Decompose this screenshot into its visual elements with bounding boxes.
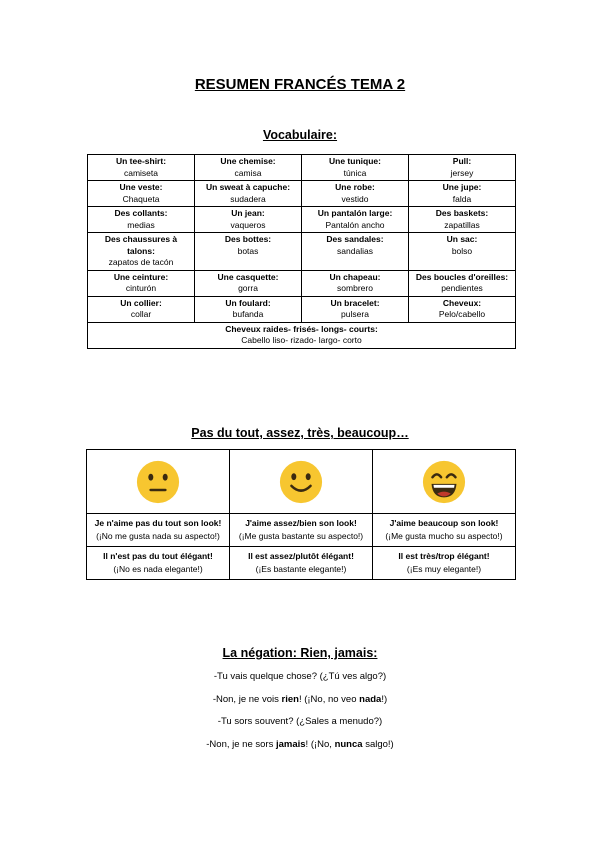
negation-word-jamais: jamais xyxy=(275,739,306,750)
like-row xyxy=(87,514,516,547)
elegant-cell-1 xyxy=(87,547,230,580)
vocabulary-cell xyxy=(195,233,302,271)
vocabulary-french: Des sandales: xyxy=(326,234,384,244)
vocabulary-french: Des baskets: xyxy=(435,208,489,218)
negation-line-3: -Tu sors souvent? (¿Sales a menudo?) xyxy=(217,716,383,727)
vocabulary-spanish: sudadera xyxy=(230,193,266,204)
vocabulary-row xyxy=(88,155,516,181)
vocabulary-cell xyxy=(195,181,302,207)
negation-word-nunca: nunca xyxy=(334,739,363,750)
neutral-face-icon xyxy=(135,459,181,505)
vocabulary-french: Des chaussures à talons: xyxy=(104,234,178,256)
vocabulary-spanish: botas xyxy=(237,245,259,256)
vocabulary-french: Un foulard: xyxy=(225,297,271,308)
grinning-face-icon xyxy=(421,459,467,505)
vocabulary-cell xyxy=(409,296,516,322)
like-spanish-2: (¡Me gusta bastante su aspecto!) xyxy=(238,531,364,541)
vocabulary-cell xyxy=(195,296,302,322)
page-title: RESUMEN FRANCÉS TEMA 2 xyxy=(194,76,406,93)
vocabulary-french: Des boucles d'oreilles: xyxy=(415,271,509,282)
negation-word-rien: rien xyxy=(281,694,299,705)
elegant-french-3: Il est très/trop élégant! xyxy=(398,551,490,561)
vocabulary-spanish: zapatillas xyxy=(444,219,480,230)
like-french-2: J'aime assez/bien son look! xyxy=(245,518,357,528)
vocabulary-french: Une jupe: xyxy=(442,182,482,192)
negation-line-2 xyxy=(0,694,600,705)
vocabulary-cell xyxy=(88,181,195,207)
vocabulary-cell xyxy=(409,233,516,271)
vocabulary-spanish: zapatos de tacón xyxy=(108,257,174,267)
like-french-1: Je n'aime pas du tout son look! xyxy=(94,518,222,528)
vocabulary-cell xyxy=(195,155,302,181)
like-french-3: J'aime beaucoup son look! xyxy=(389,518,499,528)
like-spanish-3: (¡Me gusta mucho su aspecto!) xyxy=(385,531,503,541)
vocabulary-spanish: túnica xyxy=(343,167,367,178)
vocabulary-row xyxy=(88,270,516,296)
vocabulary-row xyxy=(88,296,516,322)
vocabulary-row xyxy=(88,207,516,233)
vocabulary-cell xyxy=(302,181,409,207)
vocabulary-cell xyxy=(88,207,195,233)
vocabulary-cell xyxy=(88,270,195,296)
vocabulary-french: Un pantalón large: xyxy=(317,208,393,218)
vocabulary-spanish: vestido xyxy=(341,193,369,204)
vocabulary-footer-row xyxy=(88,322,516,348)
vocabulary-spanish: bolso xyxy=(451,245,473,256)
vocabulary-spanish: pendientes xyxy=(441,283,483,293)
vocabulary-cell xyxy=(302,207,409,233)
elegant-spanish-2: (¡Es bastante elegante!) xyxy=(255,564,347,574)
hair-spanish: Cabello liso- rizado- largo- corto xyxy=(241,335,362,345)
vocabulary-cell xyxy=(195,207,302,233)
vocabulary-french: Une robe: xyxy=(335,182,375,192)
face-cell-neutral xyxy=(87,450,230,514)
vocabulary-spanish: pulsera xyxy=(341,309,369,319)
vocabulary-french: Cheveux: xyxy=(442,297,482,308)
slight-smile-face-icon xyxy=(278,459,324,505)
elegant-spanish-3: (¡Es muy elegante!) xyxy=(406,564,482,574)
like-cell-1 xyxy=(87,514,230,547)
negation-line-4 xyxy=(0,739,600,750)
vocabulary-spanish: falda xyxy=(452,193,472,204)
vocabulary-french: Une ceinture: xyxy=(113,271,169,282)
vocabulary-cell xyxy=(409,207,516,233)
intensity-table xyxy=(86,449,516,580)
like-cell-2 xyxy=(230,514,373,547)
face-cell-smile xyxy=(230,450,373,514)
vocabulary-cell xyxy=(88,155,195,181)
vocabulary-spanish: camisa xyxy=(234,167,262,178)
vocabulary-spanish: Pelo/cabello xyxy=(438,309,486,319)
vocabulary-cell xyxy=(88,296,195,322)
elegant-row xyxy=(87,547,516,580)
vocabulary-cell xyxy=(302,270,409,296)
negation-heading: La négation: Rien, jamais: xyxy=(222,646,378,660)
vocabulary-spanish: medias xyxy=(127,219,155,230)
elegant-cell-3 xyxy=(373,547,516,580)
hair-french: Cheveux raides- frisés- longs- courts: xyxy=(225,323,378,334)
elegant-spanish-1: (¡No es nada elegante!) xyxy=(113,564,203,574)
vocabulary-spanish: sandalias xyxy=(337,245,373,256)
vocabulary-french: Un jean: xyxy=(231,208,265,218)
vocabulary-cell xyxy=(409,270,516,296)
vocabulary-french: Une casquette: xyxy=(217,271,279,282)
vocabulary-french: Une veste: xyxy=(119,182,163,192)
vocabulary-table xyxy=(87,154,516,349)
vocabulary-cell xyxy=(195,270,302,296)
vocabulary-french: Un tee-shirt: xyxy=(115,156,167,166)
vocabulary-french: Un chapeau: xyxy=(329,271,381,282)
vocabulary-french: Une chemise: xyxy=(220,156,276,166)
negation-line-2-part-e: !) xyxy=(381,694,388,705)
vocabulary-spanish: bufanda xyxy=(232,309,264,319)
vocabulary-cell xyxy=(302,233,409,271)
elegant-cell-2 xyxy=(230,547,373,580)
vocabulary-cell xyxy=(409,181,516,207)
negation-line-2-part-c: ! (¡No, no veo xyxy=(298,694,360,705)
vocabulary-spanish: Chaqueta xyxy=(122,193,160,204)
face-cell-grin xyxy=(373,450,516,514)
vocabulary-french: Un sweat à capuche: xyxy=(205,182,291,192)
vocabulary-spanish: jersey xyxy=(450,167,474,178)
vocabulary-spanish: vaqueros xyxy=(230,219,266,230)
vocabulary-spanish: collar xyxy=(130,309,152,319)
vocabulary-row xyxy=(88,233,516,271)
vocabulary-spanish: gorra xyxy=(238,283,258,293)
vocabulary-row xyxy=(88,181,516,207)
intensity-heading: Pas du tout, assez, très, beaucoup… xyxy=(191,426,409,440)
vocabulary-cell xyxy=(302,155,409,181)
negation-word-nada: nada xyxy=(359,694,382,705)
negation-line-4-part-a: -Non, je ne sors xyxy=(206,739,276,750)
vocabulary-french: Un bracelet: xyxy=(330,297,380,308)
vocabulary-spanish: camiseta xyxy=(123,167,158,178)
vocabulary-spanish: sombrero xyxy=(337,283,373,293)
vocabulary-spanish: Pantalón ancho xyxy=(325,219,385,230)
faces-row xyxy=(87,450,516,514)
negation-line-1: -Tu vais quelque chose? (¿Tú ves algo?) xyxy=(213,671,387,682)
elegant-french-2: Il est assez/plutôt élégant! xyxy=(248,551,354,561)
negation-line-4-part-c: ! (¡No, xyxy=(305,739,335,750)
vocabulary-heading: Vocabulaire: xyxy=(262,128,338,142)
vocabulary-spanish: cinturón xyxy=(125,283,157,293)
vocabulary-french: Des collants: xyxy=(114,208,168,218)
vocabulary-french: Un sac: xyxy=(446,234,478,244)
vocabulary-french: Un collier: xyxy=(120,297,162,308)
like-cell-3 xyxy=(373,514,516,547)
negation-line-4-part-e: salgo!) xyxy=(362,739,394,750)
vocabulary-french: Une tunique: xyxy=(329,156,381,166)
negation-line-2-part-a: -Non, je ne vois xyxy=(212,694,282,705)
elegant-french-1: Il n'est pas du tout élégant! xyxy=(103,551,213,561)
like-spanish-1: (¡No me gusta nada su aspecto!) xyxy=(96,531,220,541)
hair-cell xyxy=(88,322,516,348)
vocabulary-cell xyxy=(88,233,195,271)
vocabulary-french: Pull: xyxy=(452,156,472,166)
vocabulary-cell xyxy=(409,155,516,181)
vocabulary-french: Des bottes: xyxy=(224,234,272,244)
vocabulary-cell xyxy=(302,296,409,322)
